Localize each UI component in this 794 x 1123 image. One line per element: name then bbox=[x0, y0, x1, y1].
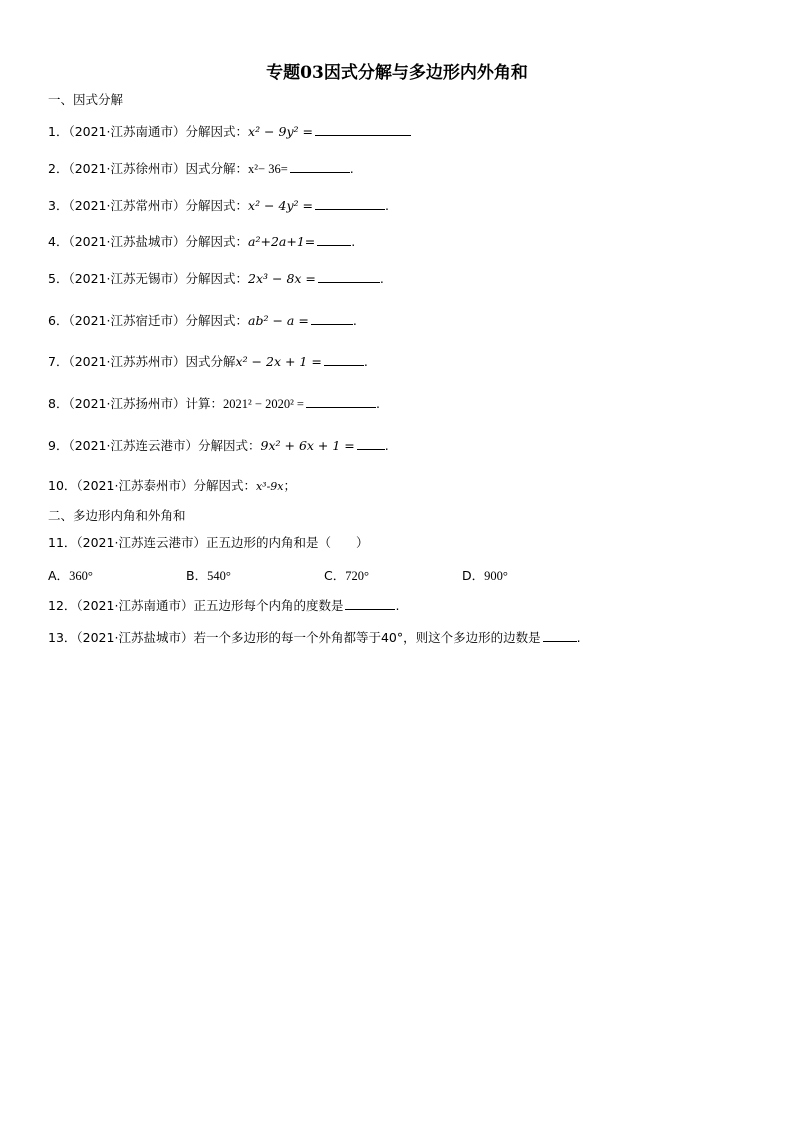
question-math: x² − 9y² = bbox=[248, 124, 313, 139]
option-value: 900° bbox=[484, 569, 508, 583]
question-source: （2021·江苏泰州市） bbox=[76, 478, 194, 493]
question-11 bbox=[48, 535, 368, 551]
question-number: 9． bbox=[48, 438, 69, 453]
question-text: 正五边形每个内角的度数是 bbox=[193, 598, 344, 613]
option-label: D． bbox=[462, 568, 485, 583]
question-text: 分解因式： bbox=[185, 234, 249, 249]
question-tail: . bbox=[384, 198, 389, 213]
answer-blank[interactable] bbox=[311, 312, 353, 325]
section-heading-factorization: 一、因式分解 bbox=[48, 92, 124, 107]
question-1 bbox=[48, 123, 411, 140]
question-8 bbox=[48, 395, 380, 412]
answer-blank[interactable] bbox=[317, 233, 351, 246]
question-number: 6． bbox=[48, 313, 69, 328]
question-source: （2021·江苏苏州市） bbox=[68, 354, 186, 369]
section-heading-polygon-angles: 二、多边形内角和外角和 bbox=[48, 508, 186, 523]
question-13 bbox=[48, 629, 581, 646]
question-text: 计算： bbox=[185, 396, 224, 411]
answer-blank[interactable] bbox=[290, 160, 350, 173]
answer-blank[interactable] bbox=[306, 395, 376, 408]
question-source: （2021·江苏盐城市） bbox=[76, 630, 194, 645]
option-value: 720° bbox=[345, 569, 369, 583]
option-label: B． bbox=[186, 568, 208, 583]
question-source: （2021·江苏南通市） bbox=[76, 598, 194, 613]
question-math: ab² − a = bbox=[248, 313, 309, 328]
question-source: （2021·江苏盐城市） bbox=[68, 234, 186, 249]
question-number: 3． bbox=[48, 198, 69, 213]
question-text: 分解因式： bbox=[193, 478, 256, 493]
question-10 bbox=[48, 478, 296, 495]
question-text: 正五边形的内角和是（ ） bbox=[205, 535, 369, 550]
question-source: （2021·江苏无锡市） bbox=[68, 271, 186, 286]
question-source: （2021·江苏常州市） bbox=[68, 198, 186, 213]
question-number: 12． bbox=[48, 598, 77, 613]
answer-blank[interactable] bbox=[345, 597, 395, 610]
option-b[interactable] bbox=[186, 566, 231, 584]
question-text: 分解因式： bbox=[185, 124, 249, 139]
question-tail: . bbox=[376, 396, 380, 411]
question-math: x³-9x bbox=[255, 480, 284, 493]
option-label: A． bbox=[48, 568, 70, 583]
question-tail: . bbox=[363, 354, 368, 369]
question-5 bbox=[48, 270, 384, 287]
question-number: 4． bbox=[48, 234, 69, 249]
question-source: （2021·江苏宿迁市） bbox=[68, 313, 186, 328]
question-math: x²− 36= bbox=[248, 162, 288, 176]
question-number: 10． bbox=[48, 478, 77, 493]
answer-blank[interactable] bbox=[324, 353, 364, 366]
question-9 bbox=[48, 437, 389, 454]
question-math: x² − 2x + 1 = bbox=[235, 354, 322, 369]
question-number: 2． bbox=[48, 161, 69, 176]
question-7 bbox=[48, 353, 368, 370]
question-source: （2021·江苏扬州市） bbox=[68, 396, 186, 411]
question-text: 分解因式： bbox=[185, 313, 249, 328]
question-tail: . bbox=[395, 598, 400, 613]
answer-blank[interactable] bbox=[543, 629, 577, 642]
question-math: a²+2a+1= bbox=[248, 234, 316, 249]
question-4 bbox=[48, 233, 355, 250]
question-text: 分解因式： bbox=[198, 438, 261, 453]
question-source: （2021·江苏南通市） bbox=[68, 124, 186, 139]
answer-blank[interactable] bbox=[315, 123, 411, 136]
answer-blank[interactable] bbox=[357, 437, 385, 450]
question-number: 8． bbox=[48, 396, 69, 411]
question-tail: . bbox=[349, 161, 354, 176]
question-text: 分解因式： bbox=[185, 198, 249, 213]
question-source: （2021·江苏连云港市） bbox=[68, 438, 198, 453]
question-math: 9x² + 6x + 1 = bbox=[260, 438, 355, 453]
question-number: 11． bbox=[48, 535, 77, 550]
question-text: 因式分解： bbox=[185, 161, 249, 176]
question-math: 2021² − 2020² = bbox=[223, 397, 304, 411]
question-number: 5． bbox=[48, 271, 69, 286]
question-6 bbox=[48, 312, 357, 329]
question-2 bbox=[48, 160, 354, 177]
question-text: 若一个多边形的每一个外角都等于40°，则这个多边形的边数是 bbox=[193, 630, 541, 645]
question-tail: . bbox=[576, 630, 581, 645]
page-title: 专题03因式分解与多边形内外角和 bbox=[266, 63, 528, 83]
option-a[interactable] bbox=[48, 566, 93, 584]
question-tail: . bbox=[384, 438, 389, 453]
option-c[interactable] bbox=[324, 566, 369, 584]
question-tail: ； bbox=[283, 478, 297, 493]
option-value: 360° bbox=[69, 569, 93, 583]
option-value: 540° bbox=[207, 569, 231, 583]
option-label: C． bbox=[324, 568, 346, 583]
answer-blank[interactable] bbox=[318, 270, 380, 283]
question-tail: . bbox=[352, 313, 357, 328]
question-number: 13． bbox=[48, 630, 77, 645]
question-text: 分解因式： bbox=[185, 271, 249, 286]
option-d[interactable] bbox=[462, 566, 508, 584]
answer-blank[interactable] bbox=[315, 197, 385, 210]
question-tail: . bbox=[351, 234, 356, 249]
question-number: 1． bbox=[48, 124, 69, 139]
question-math: x² − 4y² = bbox=[248, 198, 313, 213]
question-source: （2021·江苏徐州市） bbox=[68, 161, 186, 176]
question-number: 7． bbox=[48, 354, 69, 369]
question-12 bbox=[48, 597, 399, 614]
question-text: 因式分解 bbox=[185, 354, 236, 369]
question-source: （2021·江苏连云港市） bbox=[76, 535, 206, 550]
question-3 bbox=[48, 197, 389, 214]
question-math: 2x³ − 8x = bbox=[248, 271, 316, 286]
question-tail: . bbox=[379, 271, 384, 286]
